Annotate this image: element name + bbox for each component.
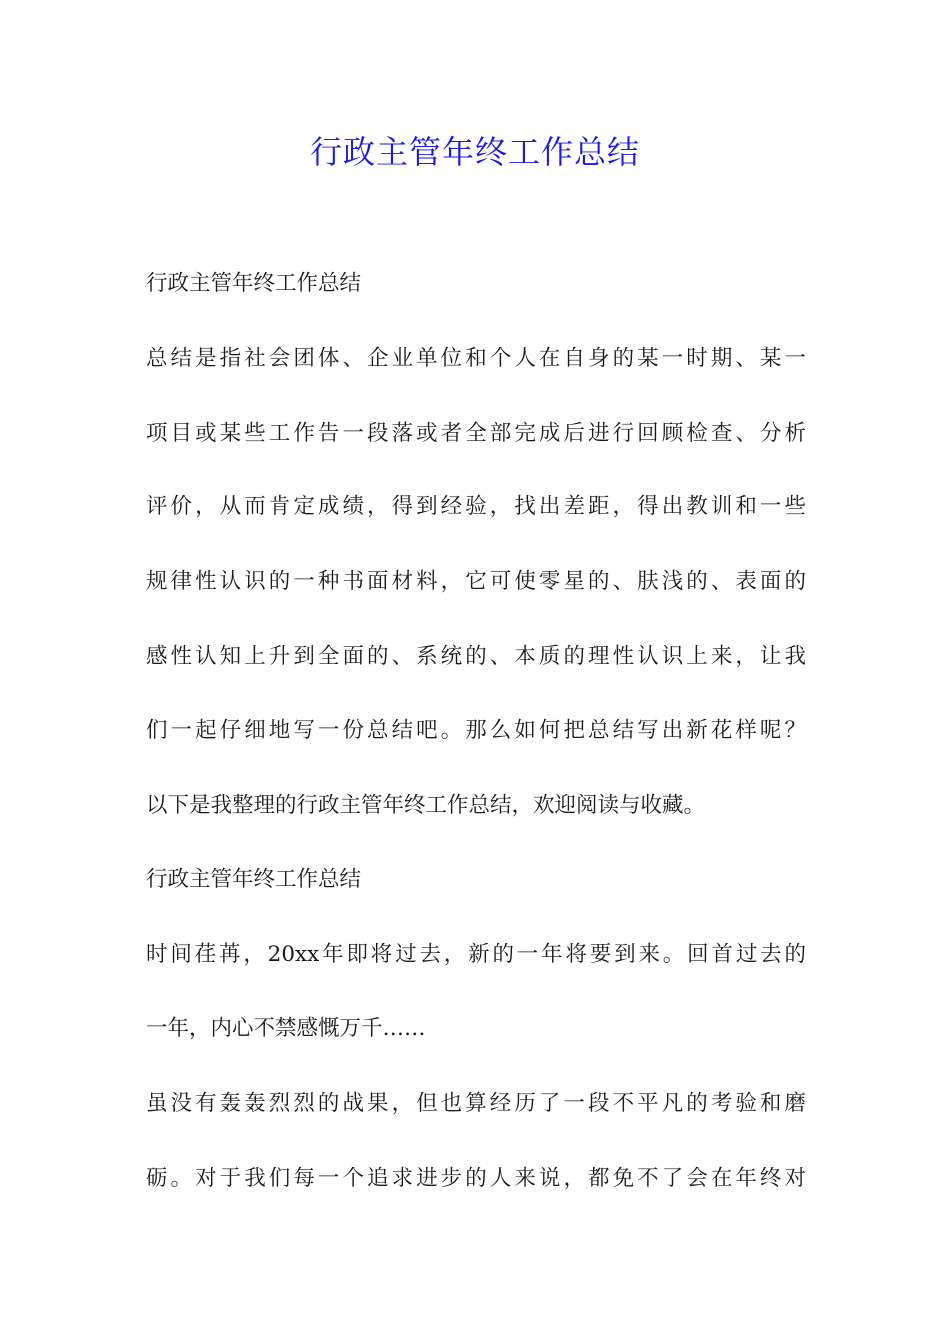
paragraph-line: 评价，从而肯定成绩，得到经验，找出差距，得出教训和一些 bbox=[146, 494, 806, 519]
section-heading: 行政主管年终工作总结 bbox=[146, 867, 362, 892]
paragraph-line: 规律性认识的一种书面材料，它可使零星的、肤浅的、表面的 bbox=[146, 569, 806, 594]
section-heading: 行政主管年终工作总结 bbox=[146, 271, 362, 296]
paragraph-line: 砺。对于我们每一个追求进步的人来说，都免不了会在年终对 bbox=[146, 1166, 806, 1191]
paragraph-line: 感性认知上升到全面的、系统的、本质的理性认识上来，让我 bbox=[146, 644, 806, 669]
paragraph-line: 总结是指社会团体、企业单位和个人在自身的某一时期、某一 bbox=[146, 346, 806, 371]
paragraph-line: 时间荏苒，20xx年即将过去，新的一年将要到来。回首过去的 bbox=[146, 942, 806, 967]
paragraph-line: 项目或某些工作告一段落或者全部完成后进行回顾检查、分析 bbox=[146, 421, 806, 446]
paragraph-line: 虽没有轰轰烈烈的战果，但也算经历了一段不平凡的考验和磨 bbox=[146, 1091, 806, 1116]
paragraph-line: 们一起仔细地写一份总结吧。那么如何把总结写出新花样呢？ bbox=[146, 718, 806, 743]
document-title: 行政主管年终工作总结 bbox=[309, 133, 640, 171]
paragraph-line: 以下是我整理的行政主管年终工作总结，欢迎阅读与收藏。 bbox=[146, 793, 706, 818]
paragraph-line: 一年，内心不禁感慨万千…… bbox=[146, 1016, 426, 1041]
